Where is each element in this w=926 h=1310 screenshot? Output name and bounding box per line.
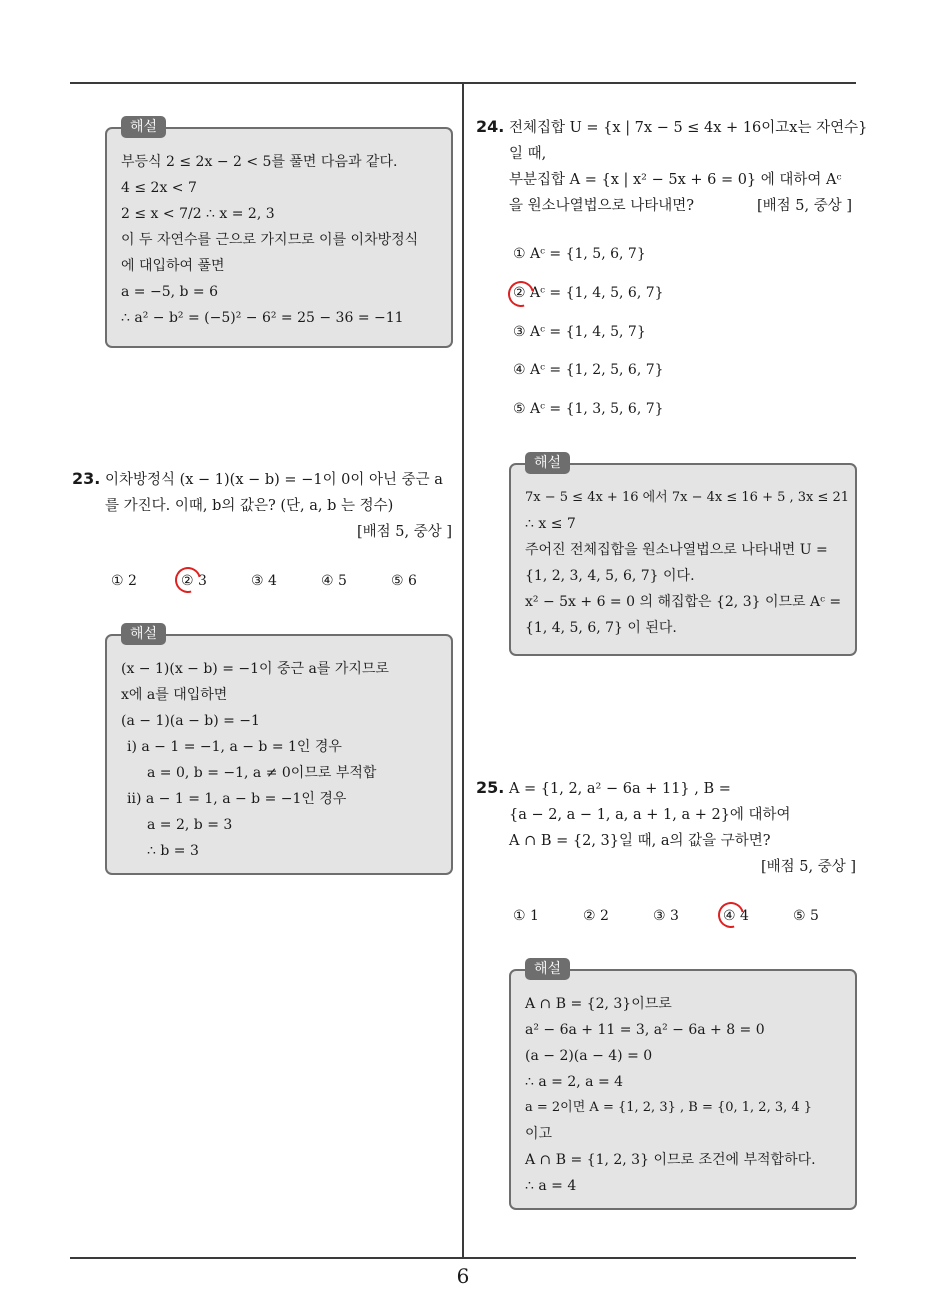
solution-line: x에 a를 대입하면	[121, 687, 228, 703]
question-text: 전체집합 U = {x | 7x − 5 ≤ 4x + 16이고x는 자연수}	[508, 120, 868, 136]
solution-line: 4 ≤ 2x < 7	[121, 180, 197, 196]
question-number: 25.	[476, 778, 505, 797]
choice-3[interactable]: ③ 3	[653, 908, 679, 924]
question-text: A = {1, 2, a² − 6a + 11} , B =	[508, 781, 731, 797]
solution-line: a = 2, b = 3	[147, 817, 233, 833]
choices-24	[513, 246, 813, 426]
choice-3[interactable]: ③ Aᶜ = {1, 4, 5, 7}	[513, 324, 646, 340]
solution-line: 2 ≤ x < 7/2 ∴ x = 2, 3	[121, 206, 275, 222]
question-24	[476, 114, 868, 219]
solution-line: ∴ a = 2, a = 4	[525, 1074, 624, 1090]
solution-line: 이고	[525, 1126, 553, 1142]
question-score: [배점 5, 중상 ]	[760, 859, 856, 875]
question-text: A ∩ B = {2, 3}일 때, a의 값을 구하면?	[509, 833, 771, 849]
question-text: 이차방정식 (x − 1)(x − b) = −1이 0이 아닌 중근 a	[104, 472, 443, 488]
column-divider	[462, 84, 464, 1258]
choice-1[interactable]: ① 2	[111, 573, 137, 589]
choice-4[interactable]: ④ 4	[723, 908, 749, 924]
solution-line: ∴ x ≤ 7	[525, 516, 576, 532]
choice-1[interactable]: ① Aᶜ = {1, 5, 6, 7}	[513, 246, 646, 262]
solution-line: ∴ a² − b² = (−5)² − 6² = 25 − 36 = −11	[121, 310, 404, 326]
choice-5[interactable]: ⑤ 5	[793, 908, 819, 924]
solution-line: {1, 2, 3, 4, 5, 6, 7} 이다.	[525, 568, 695, 584]
question-text: 부분집합 A = {x | x² − 5x + 6 = 0} 에 대하여 Aᶜ	[509, 172, 842, 188]
choice-2[interactable]: ② 2	[583, 908, 609, 924]
solution-line: 부등식 2 ≤ 2x − 2 < 5를 풀면 다음과 같다.	[121, 154, 398, 170]
question-number: 24.	[476, 117, 505, 136]
question-text: {a − 2, a − 1, a, a + 1, a + 2}에 대하여	[509, 807, 791, 823]
solution-box-23	[105, 626, 453, 875]
solution-line: 주어진 전체집합을 원소나열법으로 나타내면 U =	[525, 542, 828, 558]
solution-line: ⅱ) a − 1 = 1, a − b = −1인 경우	[127, 791, 347, 807]
question-number: 23.	[72, 469, 101, 488]
solution-box-25	[509, 961, 857, 1210]
choice-4[interactable]: ④ 5	[321, 573, 347, 589]
choice-5[interactable]: ⑤ 6	[391, 573, 417, 589]
solution-box-24	[509, 455, 857, 656]
question-score: [배점 5, 중상 ]	[756, 198, 852, 214]
choice-4[interactable]: ④ Aᶜ = {1, 2, 5, 6, 7}	[513, 362, 664, 378]
solution-line: a² − 6a + 11 = 3, a² − 6a + 8 = 0	[525, 1022, 765, 1038]
question-score: [배점 5, 중상 ]	[356, 524, 452, 540]
choice-5[interactable]: ⑤ Aᶜ = {1, 3, 5, 6, 7}	[513, 401, 664, 417]
solution-line: ∴ a = 4	[525, 1178, 577, 1194]
solution-line: a = 0, b = −1, a ≠ 0이므로 부적합	[147, 765, 377, 781]
question-text: 를 가진다. 이때, b의 값은? (단, a, b 는 정수)	[105, 498, 394, 514]
question-text: 일 때,	[509, 146, 547, 162]
solution-line: (x − 1)(x − b) = −1이 중근 a를 가지므로	[121, 661, 389, 677]
choices-25	[513, 908, 853, 928]
solution-line: {1, 4, 5, 6, 7} 이 된다.	[525, 620, 677, 636]
solution-tag: 해설	[525, 452, 570, 474]
question-text: 을 원소나열법으로 나타내면?	[509, 198, 695, 214]
solution-line: 7x − 5 ≤ 4x + 16 에서 7x − 4x ≤ 16 + 5 , 3x ≤ 21	[525, 490, 850, 505]
choices-23	[111, 573, 451, 593]
solution-tag: 해설	[121, 623, 166, 645]
solution-line: 이 두 자연수를 근으로 가지므로 이를 이차방정식	[121, 232, 419, 248]
solution-line: ∴ b = 3	[147, 843, 199, 859]
solution-line: (a − 2)(a − 4) = 0	[525, 1048, 653, 1064]
solution-line: 에 대입하여 풀면	[121, 258, 225, 274]
solution-line: ⅰ) a − 1 = −1, a − b = 1인 경우	[127, 739, 342, 755]
question-25	[476, 775, 856, 880]
solution-line: a = −5, b = 6	[121, 284, 219, 300]
solution-tag: 해설	[121, 116, 166, 138]
solution-line: A ∩ B = {2, 3}이므로	[525, 996, 672, 1012]
solution-box-22	[105, 119, 453, 348]
solution-line: a = 2이면 A = {1, 2, 3} , B = {0, 1, 2, 3, 4 }	[525, 1100, 813, 1115]
solution-line: x² − 5x + 6 = 0 의 해집합은 {2, 3} 이므로 Aᶜ =	[525, 594, 842, 610]
choice-2[interactable]: ② 3	[181, 573, 207, 589]
solution-line: A ∩ B = {1, 2, 3} 이므로 조건에 부적합하다.	[525, 1152, 816, 1168]
choice-3[interactable]: ③ 4	[251, 573, 277, 589]
footer-rule	[70, 1257, 856, 1259]
choice-1[interactable]: ① 1	[513, 908, 539, 924]
solution-tag: 해설	[525, 958, 570, 980]
solution-line: (a − 1)(a − b) = −1	[121, 713, 260, 729]
page-number: 6	[456, 1264, 470, 1288]
choice-2[interactable]: ② Aᶜ = {1, 4, 5, 6, 7}	[513, 285, 664, 301]
question-23	[72, 466, 452, 545]
